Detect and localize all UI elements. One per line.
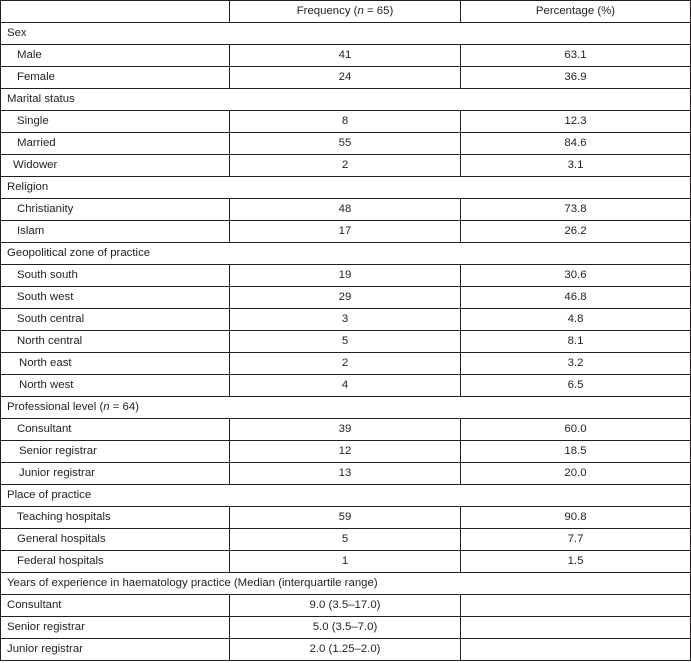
table-row — [1, 67, 691, 89]
row-label: Married — [1, 133, 230, 155]
table-row — [1, 155, 691, 177]
row-frequency: 13 — [230, 463, 461, 485]
section-title: Religion — [1, 177, 691, 199]
row-label: General hospitals — [1, 529, 230, 551]
row-percentage: 36.9 — [461, 67, 691, 89]
table-row — [1, 639, 691, 661]
section-title — [1, 397, 691, 419]
table-row — [1, 441, 691, 463]
row-percentage: 84.6 — [461, 133, 691, 155]
row-frequency: 12 — [230, 441, 461, 463]
table-row — [1, 309, 691, 331]
section-row-sex — [1, 23, 691, 45]
table-row — [1, 199, 691, 221]
row-frequency: 5.0 (3.5–7.0) — [230, 617, 461, 639]
section-row-level — [1, 397, 691, 419]
row-label: Junior registrar — [1, 463, 230, 485]
table-row — [1, 111, 691, 133]
row-label: Single — [1, 111, 230, 133]
row-label: North east — [1, 353, 230, 375]
row-label: South west — [1, 287, 230, 309]
header-frequency-suffix: = 65) — [363, 5, 394, 17]
row-frequency: 24 — [230, 67, 461, 89]
row-frequency: 8 — [230, 111, 461, 133]
section-title: Place of practice — [1, 485, 691, 507]
row-label: South central — [1, 309, 230, 331]
section-title-prefix: Professional level ( — [7, 401, 104, 413]
row-percentage: 46.8 — [461, 287, 691, 309]
section-title: Marital status — [1, 89, 691, 111]
table-row — [1, 551, 691, 573]
row-label: Consultant — [1, 419, 230, 441]
row-label: North west — [1, 375, 230, 397]
row-frequency: 9.0 (3.5–17.0) — [230, 595, 461, 617]
table-row — [1, 463, 691, 485]
row-percentage: 3.2 — [461, 353, 691, 375]
row-label: Female — [1, 67, 230, 89]
table-row — [1, 265, 691, 287]
row-percentage — [461, 617, 691, 639]
row-label: Consultant — [1, 595, 230, 617]
row-label: Junior registrar — [1, 639, 230, 661]
row-label: South south — [1, 265, 230, 287]
row-label: North central — [1, 331, 230, 353]
row-label: Widower — [1, 155, 230, 177]
table-row — [1, 221, 691, 243]
row-percentage — [461, 639, 691, 661]
row-frequency: 59 — [230, 507, 461, 529]
table-row — [1, 133, 691, 155]
row-label: Senior registrar — [1, 441, 230, 463]
row-label: Christianity — [1, 199, 230, 221]
row-percentage: 4.8 — [461, 309, 691, 331]
row-percentage: 73.8 — [461, 199, 691, 221]
row-label: Islam — [1, 221, 230, 243]
row-frequency: 19 — [230, 265, 461, 287]
section-row-place — [1, 485, 691, 507]
section-row-marital — [1, 89, 691, 111]
row-frequency: 55 — [230, 133, 461, 155]
header-frequency-prefix: Frequency ( — [296, 5, 358, 17]
row-label: Senior registrar — [1, 617, 230, 639]
row-frequency: 4 — [230, 375, 461, 397]
table-row — [1, 287, 691, 309]
row-frequency: 2 — [230, 353, 461, 375]
table-row — [1, 375, 691, 397]
row-percentage: 1.5 — [461, 551, 691, 573]
row-frequency: 1 — [230, 551, 461, 573]
section-row-experience — [1, 573, 691, 595]
section-row-zone — [1, 243, 691, 265]
row-percentage: 3.1 — [461, 155, 691, 177]
row-frequency: 41 — [230, 45, 461, 67]
section-title-suffix: = 64) — [109, 401, 140, 413]
section-title-n: n — [103, 401, 110, 413]
section-title: Geopolitical zone of practice — [1, 243, 691, 265]
row-label: Teaching hospitals — [1, 507, 230, 529]
row-percentage: 60.0 — [461, 419, 691, 441]
row-label: Male — [1, 45, 230, 67]
header-blank — [1, 1, 230, 23]
header-percentage: Percentage (%) — [461, 1, 691, 23]
row-frequency: 17 — [230, 221, 461, 243]
row-frequency: 3 — [230, 309, 461, 331]
table-row — [1, 45, 691, 67]
row-percentage: 20.0 — [461, 463, 691, 485]
row-percentage: 18.5 — [461, 441, 691, 463]
section-title: Sex — [1, 23, 691, 45]
header-frequency — [230, 1, 461, 23]
row-frequency: 29 — [230, 287, 461, 309]
table-row — [1, 595, 691, 617]
row-percentage: 7.7 — [461, 529, 691, 551]
row-frequency: 2.0 (1.25–2.0) — [230, 639, 461, 661]
header-frequency-n: n — [357, 5, 364, 17]
table-row — [1, 617, 691, 639]
table-row — [1, 353, 691, 375]
table-row — [1, 529, 691, 551]
row-frequency: 5 — [230, 331, 461, 353]
row-percentage — [461, 595, 691, 617]
table-row — [1, 419, 691, 441]
table-header-row — [1, 1, 691, 23]
row-label: Federal hospitals — [1, 551, 230, 573]
table-row — [1, 507, 691, 529]
row-percentage: 63.1 — [461, 45, 691, 67]
row-percentage: 12.3 — [461, 111, 691, 133]
row-percentage: 90.8 — [461, 507, 691, 529]
row-percentage: 26.2 — [461, 221, 691, 243]
row-frequency: 5 — [230, 529, 461, 551]
table-row — [1, 331, 691, 353]
row-frequency: 48 — [230, 199, 461, 221]
row-percentage: 30.6 — [461, 265, 691, 287]
row-frequency: 39 — [230, 419, 461, 441]
section-row-religion — [1, 177, 691, 199]
row-percentage: 6.5 — [461, 375, 691, 397]
row-percentage: 8.1 — [461, 331, 691, 353]
section-title: Years of experience in haematology practice (Median (interquartile range) — [1, 573, 691, 595]
row-frequency: 2 — [230, 155, 461, 177]
